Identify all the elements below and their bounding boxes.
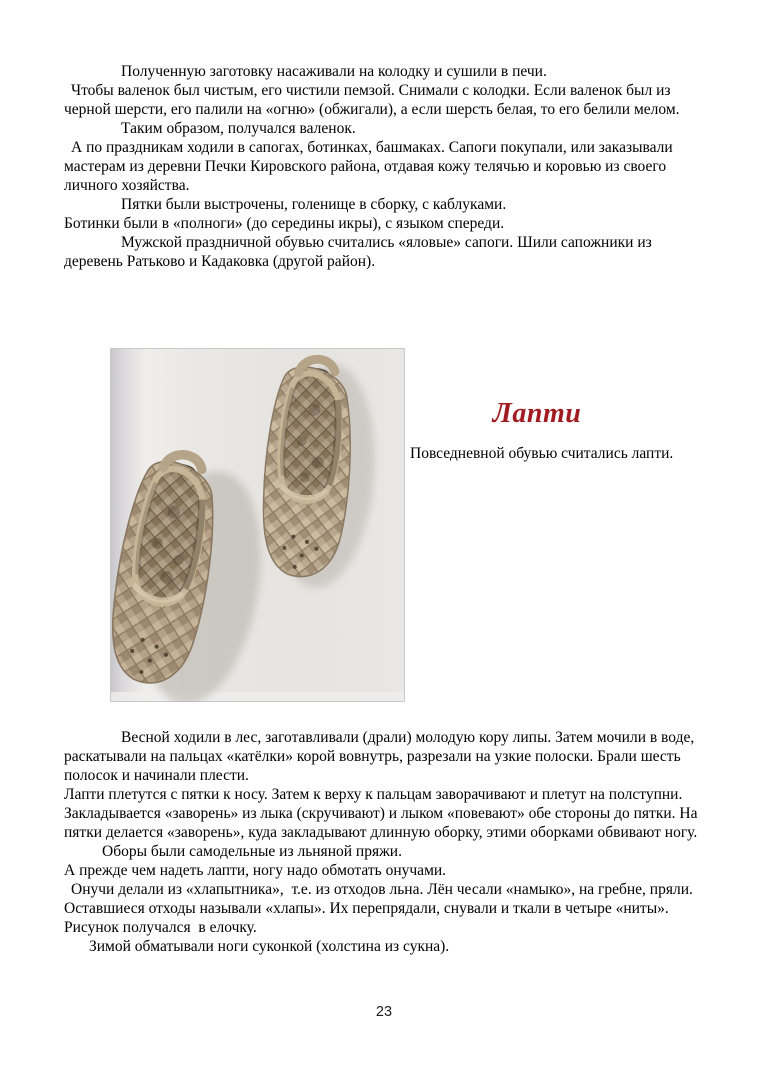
lapti-photo-figure <box>110 348 405 702</box>
paragraph: Ботинки были в «полноги» (до середины икры), с языком спереди. <box>64 215 505 232</box>
paragraph: Чтобы валенок был чистым, его чистили пемзой. Снимали с колодки. Если валенок был из черной шерсти, его палили на «огню» (обжигали), а если шерсть белая, то его белили мелом. <box>64 82 680 118</box>
lapti-photo-image <box>110 348 405 702</box>
valenki-text-block <box>64 62 707 271</box>
paragraph: Таким образом, получался валенок. <box>121 120 356 137</box>
paragraph: Полученную заготовку насаживали на колодку и сушили в печи. <box>121 63 547 80</box>
page-number: 23 <box>375 1004 393 1020</box>
paragraph: Зимой обматывали ноги суконкой (холстина из сукна). <box>89 938 450 955</box>
paragraph: Весной ходили в лес, заготавливали (драли) молодую кору липы. Затем мочили в воде, раскатывали на пальцах «катёлки» корой вовнутрь, разрезали на узкие полоски. Брали шесть полосок и начинали плести. <box>64 729 699 784</box>
lapti-text-block <box>64 728 707 956</box>
photo-caption: Повседневной обувью считались лапти. <box>410 445 674 462</box>
paragraph: Пятки были выстрочены, голенище в сборку, с каблуками. <box>121 196 507 213</box>
section-heading: Лапти <box>492 398 582 429</box>
paragraph: Оборы были самодельные из льняной пряжи. <box>102 843 402 860</box>
paragraph: А прежде чем надеть лапти, ногу надо обмотать онучами. <box>64 862 447 879</box>
paragraph: Онучи делали из «хлапытника», т.е. из отходов льна. Лён чесали «намыко», на гребне, пряли. Оставшиеся отходы называли «хлапы». Их перепрядали, снували и ткали в четыре «ниты». Рисунок получался в елочку. <box>64 881 697 936</box>
paragraph: Лапти плетутся с пятки к носу. Затем к верху к пальцам заворачивают и плетут на полступни. Закладывается «заворень» из лыка (скручивают) и лыком «повевают» обе стороны до пятки. На пятки делается «заворень», куда закладывают длинную оборку, этими оборками обвивают ногу. <box>64 786 702 841</box>
paragraph: А по праздникам ходили в сапогах, ботинках, башмаках. Сапоги покупали, или заказывали мастерам из деревни Печки Кировского района, отдавая кожу телячью и коровью из своего личного хозяйства. <box>64 139 677 194</box>
paragraph: Мужской праздничной обувью считались «яловые» сапоги. Шили сапожники из деревень Ратьково и Кадаковка (другой район). <box>64 234 656 270</box>
